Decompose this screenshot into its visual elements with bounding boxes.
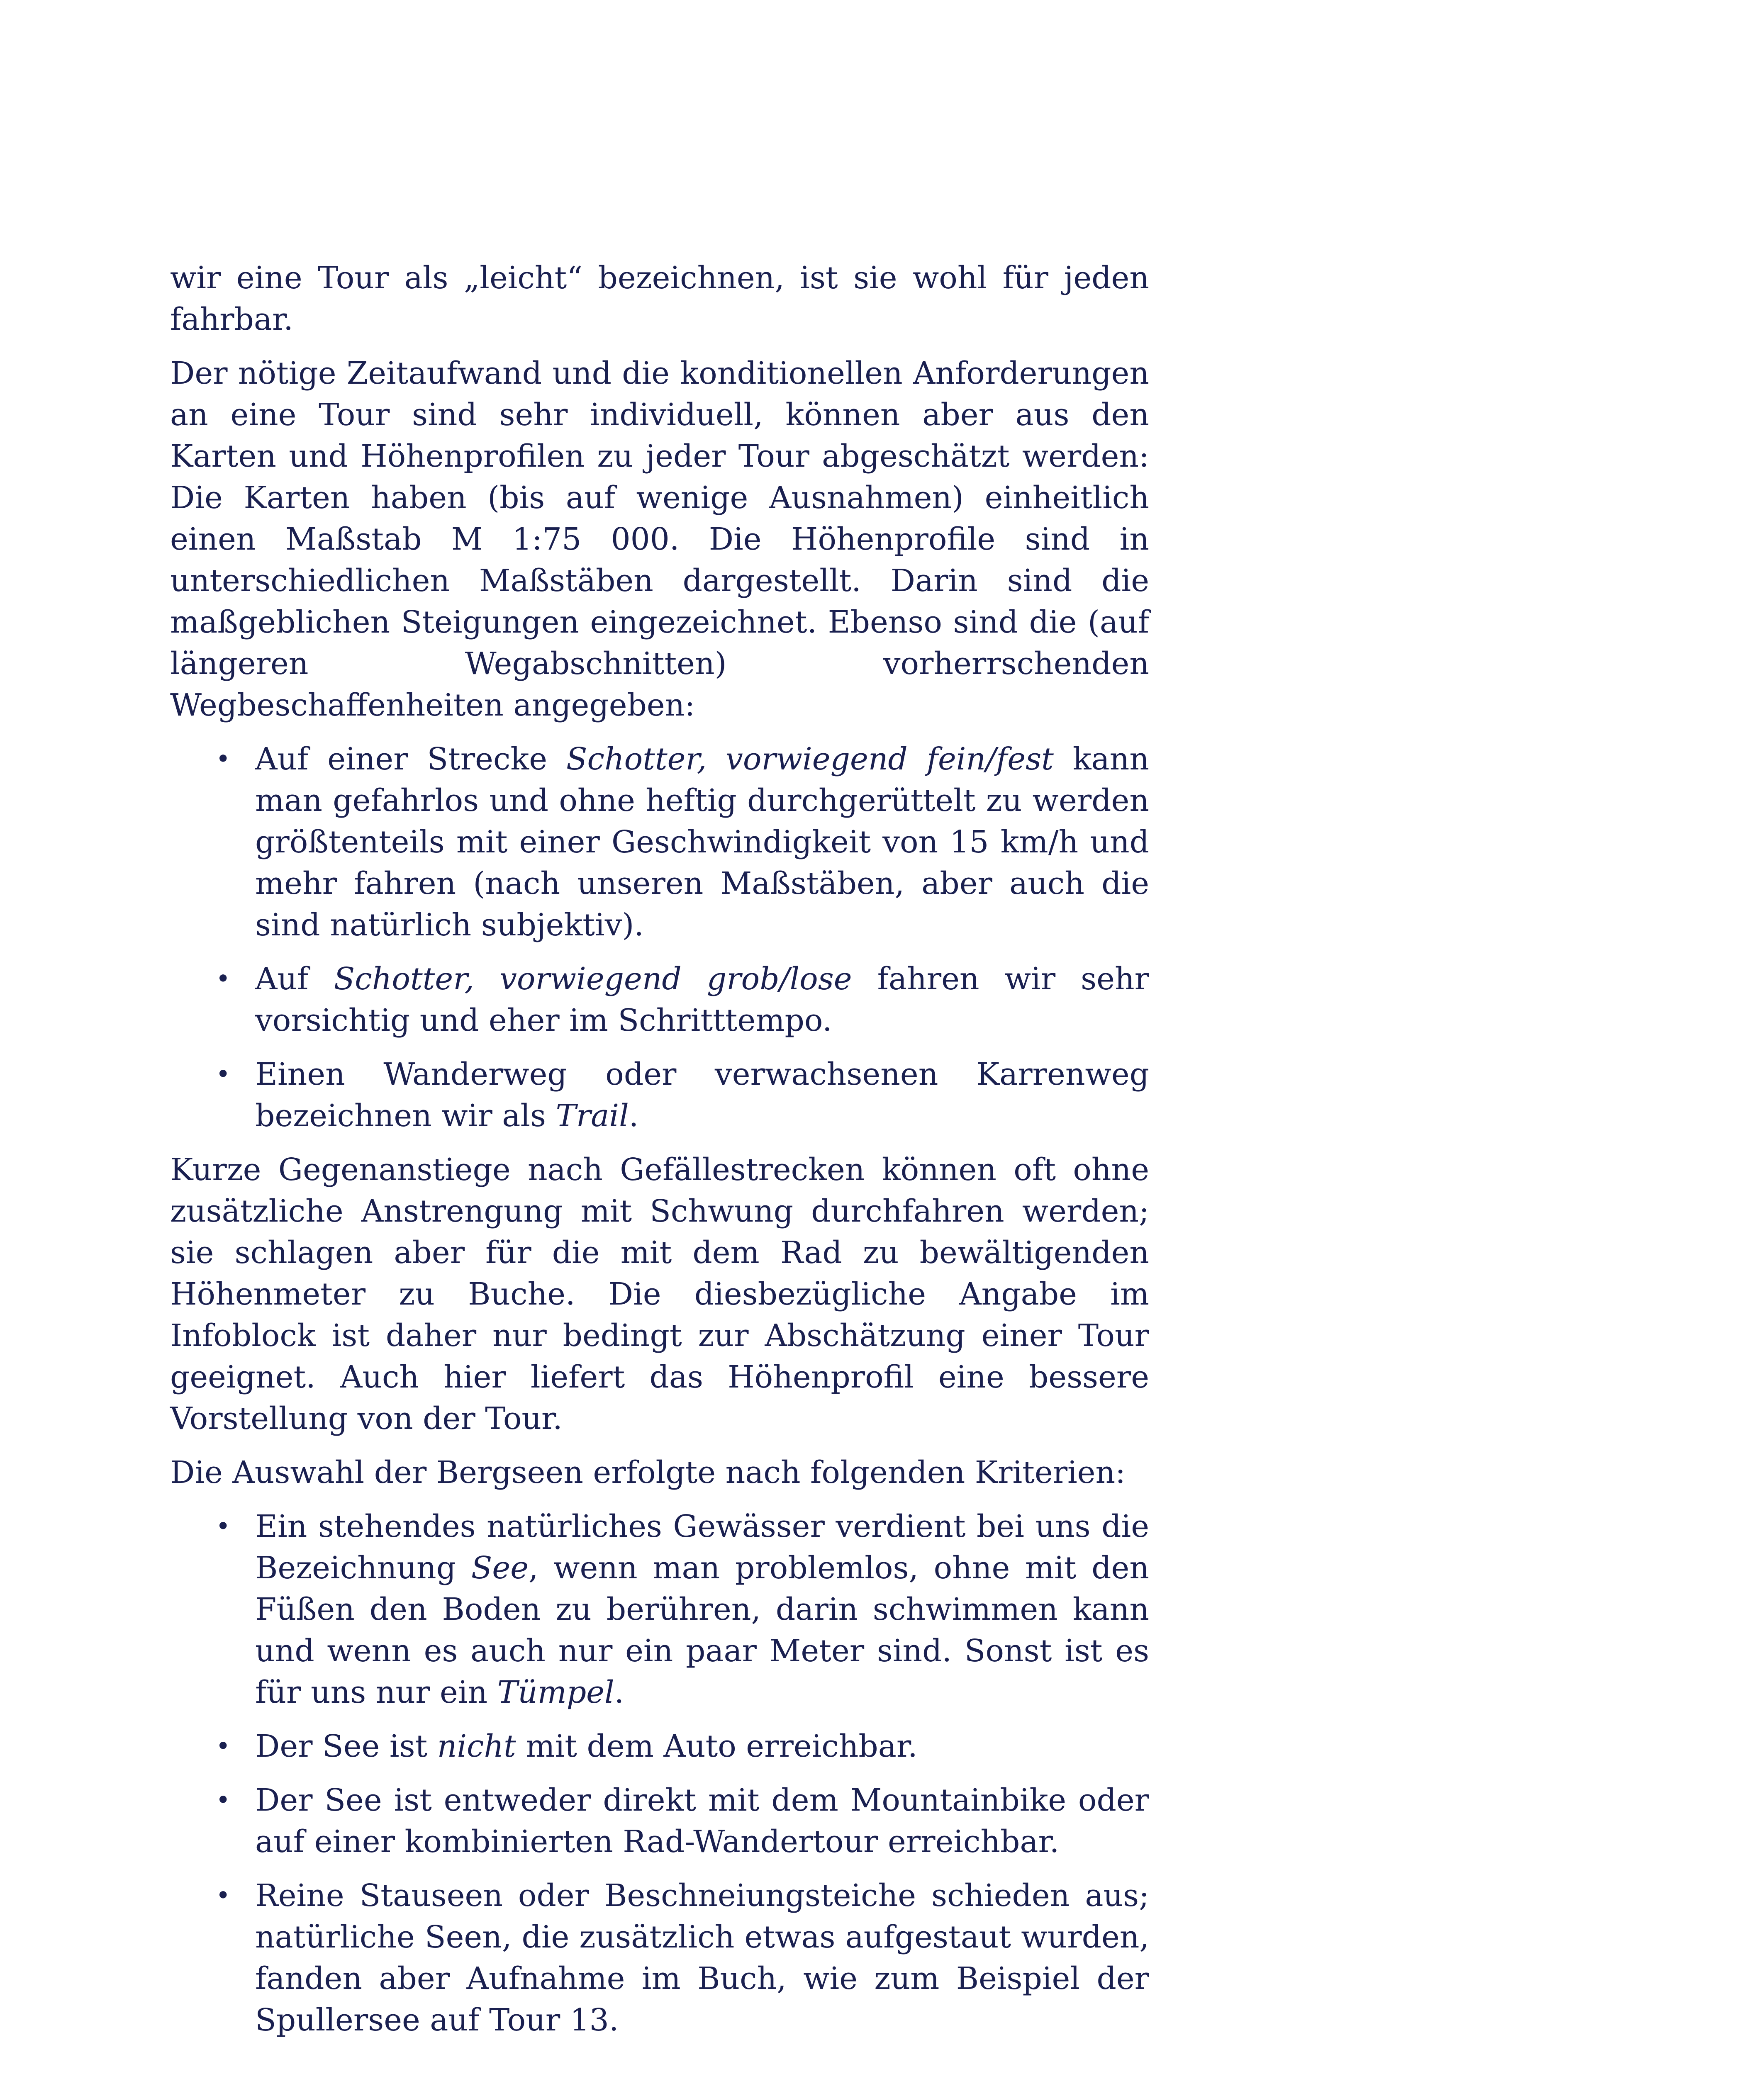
list-item-bike-reachable: • Der See ist entweder direkt mit dem Mountainbike oder auf einer kombinierten Rad-Wandertour erreichbar.	[255, 1779, 1149, 1862]
list-item-no-reservoirs: • Reine Stauseen oder Beschneiungsteiche schieden aus; natürliche Seen, die zusätzlich etwas aufgestaut wurden, fanden aber Aufnahme im Buch, wie zum Beispiel der Spullersee auf Tour 13.	[255, 1875, 1149, 2041]
list-item-coarse-gravel: • Auf Schotter, vorwiegend grob/lose fahren wir sehr vorsichtig und eher im Schritttempo.	[255, 958, 1149, 1041]
paragraph-lake-criteria-intro: Die Auswahl der Bergseen erfolgte nach folgenden Kriterien:	[170, 1455, 1126, 1490]
paragraph-counter-climbs: Kurze Gegenanstiege nach Gefällestrecken können oft ohne zusätzliche Anstrengung mit Schwung durchfahren werden; sie schlagen aber für die mit dem Rad zu bewältigenden Höhenmeter zu Buche. Die diesbezügliche Angabe im Infoblock ist daher nur bedingt zur Abschätzung einer Tour geeignet. Auch hier liefert das Höhenprofil eine bessere Vorstellung von der Tour.	[170, 1152, 1149, 1436]
surface-types-list	[170, 738, 1149, 1137]
paragraph-time-requirements: Der nötige Zeitaufwand und die konditionellen Anforderungen an eine Tour sind sehr individuell, können aber aus den Karten und Höhenprofilen zu jeder Tour abgeschätzt werden: Die Karten haben (bis auf wenige Ausnahmen) einheitlich einen Maßstab M 1:75 000. Die Höhenprofile sind in unterschiedlichen Maßstäben dargestellt. Darin sind die maßgeblichen Steigungen eingezeichnet. Ebenso sind die (auf längeren Wegabschnitten) vorherrschenden Wegbeschaffenheiten angegeben:	[170, 355, 1149, 723]
list-item-fine-gravel: • Auf einer Strecke Schotter, vorwiegend fein/fest kann man gefahrlos und ohne heftig durchgerüttelt zu werden größtenteils mit einer Geschwindigkeit von 15 km/h und mehr fahren (nach unseren Maßstäben, aber auch die sind natürlich subjektiv).	[255, 738, 1149, 946]
list-item-no-car-access: • Der See ist nicht mit dem Auto erreichbar.	[255, 1726, 1149, 1767]
paragraph-tour-difficulty: wir eine Tour als „leicht“ bezeichnen, ist sie wohl für jeden fahrbar.	[170, 260, 1149, 337]
lake-criteria-list	[170, 1506, 1149, 2041]
list-item-trail: • Einen Wanderweg oder verwachsenen Karrenweg bezeichnen wir als Trail.	[255, 1054, 1149, 1137]
body-text	[170, 257, 1149, 2053]
list-item-lake-definition: • Ein stehendes natürliches Gewässer verdient bei uns die Bezeichnung See, wenn man problemlos, ohne mit den Füßen den Boden zu berühren, darin schwimmen kann und wenn es auch nur ein paar Meter sind. Sonst ist es für uns nur ein Tümpel.	[255, 1506, 1149, 1713]
